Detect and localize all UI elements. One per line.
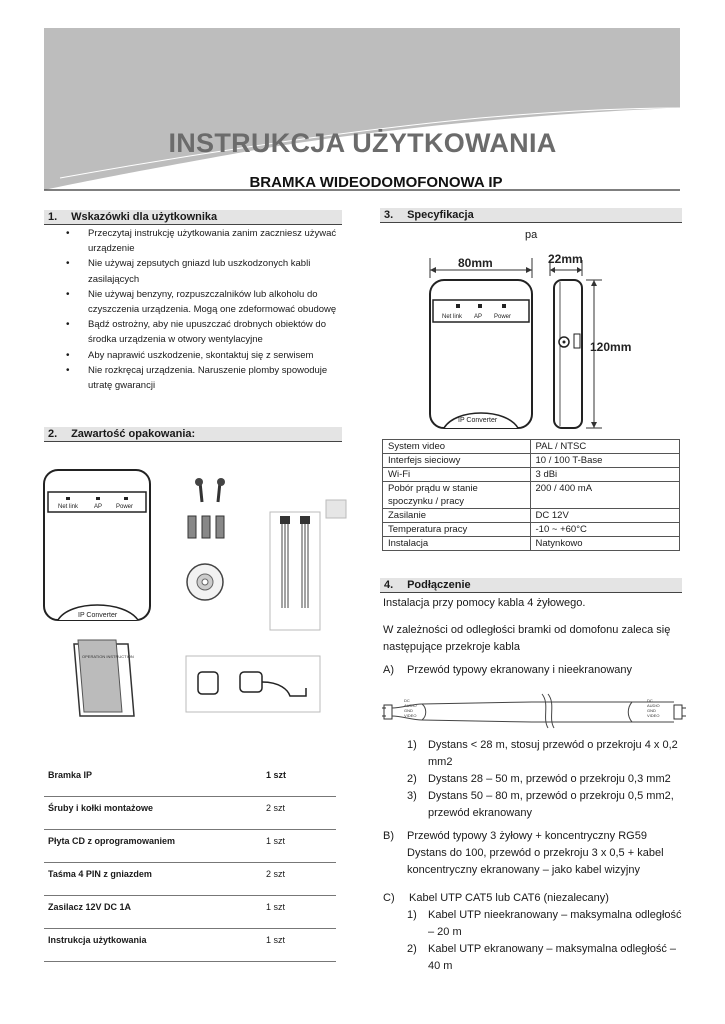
option-c-text: Kabel UTP CAT5 lub CAT6 (niezalecany) [409,892,609,904]
spec-name: Interfejs sieciowy [383,454,531,468]
cable-diagram [382,690,686,730]
cable-label-gnd: GND [404,708,413,713]
package-item-name: Zasilacz 12V DC 1A [44,896,262,929]
depth-dimension: 22mm [548,252,583,266]
table-row [383,509,680,523]
gray-box [326,500,346,518]
spec-value: PAL / NTSC [530,440,679,454]
list-text: Dystans 28 – 50 m, przewód o przekroju 0,3 mm2 [428,773,671,785]
list-item [383,907,683,941]
spec-name: Zasilanie [383,509,531,523]
table-row [383,482,680,509]
table-row [383,523,680,537]
cable-label-audio: AUDIO [404,703,417,708]
list-item: • Bądź ostrożny, aby nie upuszczać drobnych obiektów do środka urządzenia w otwory wentylacyjne [44,317,344,347]
list-number: 2) [407,773,417,785]
table-row [44,797,336,830]
section-3-heading [380,208,682,223]
section-4-title: Podłączenie [407,579,471,591]
list-text: Dystans < 28 m, stosuj przewód o przekroju 4 x 0,2 mm2 [428,739,678,768]
list-number: 1) [407,909,417,921]
power-adapter-image [186,656,320,712]
table-row [383,454,680,468]
side-view-device [548,252,631,428]
package-item-qty: 1 szt [262,896,336,929]
option-b-text: Przewód typowy 3 żyłowy + koncentryczny RG59 [407,830,647,842]
device-label-net-link: Net link [58,504,79,510]
section-2-title: Zawartość opakowania: [71,428,196,440]
wall-plugs-image [188,516,224,538]
package-item-qty: 2 szt [262,797,336,830]
table-row [383,440,680,454]
connection-description: W zależności od odległości bramki od domofonu zaleca się następujące przekroje kabla [383,624,671,653]
package-item-name: Taśma 4 PIN z gniazdem [44,863,262,896]
package-item-name: Śruby i kołki montażowe [44,797,262,830]
list-item: • Nie używaj benzyny, rozpuszczalników lub alkoholu do czyszczenia urządzenia. Mogą one zdeformować obudowę [44,287,344,317]
width-dimension: 80mm [458,256,493,270]
spec-value: 10 / 100 T-Base [530,454,679,468]
list-text: Kabel UTP ekranowany – maksymalna odległość – 40 m [428,943,677,972]
package-item-qty: 1 szt [262,764,336,797]
table-row [44,764,336,797]
package-contents-illustration [30,460,350,730]
list-item [383,771,683,788]
option-a-list [383,737,683,822]
option-c [383,890,683,907]
left-connector [382,698,417,719]
manual-booklet-image [74,640,134,716]
list-item: • Aby naprawić uszkodzenie, skontaktuj się z serwisem [44,348,344,363]
section-3-number: 3. [384,209,394,221]
table-row [44,896,336,929]
spec-value: 3 dBi [530,468,679,482]
table-row [383,537,680,551]
user-tips-list [44,226,344,393]
spec-value: 200 / 400 mA [530,482,679,509]
package-item-qty: 2 szt [262,863,336,896]
device-label-ap: AP [94,504,103,510]
front-view-device [430,256,532,428]
option-b-label: B) [383,830,394,842]
option-c-label: C) [383,892,395,904]
device-name-label: IP Converter [458,417,498,424]
section-1-number: 1. [48,211,58,223]
list-number: 3) [407,790,417,802]
section-3-title: Specyfikacja [407,209,474,221]
connection-intro: Instalacja przy pomocy kabla 4 żyłowego. [383,597,586,609]
cable-label-audio: AUDIO [647,703,660,708]
device-label-power: Power [494,314,512,320]
spec-table [382,439,680,551]
section-4-number: 4. [384,579,394,591]
list-item: • Przeczytaj instrukcję użytkowania zanim zaczniesz używać urządzenie [44,226,344,256]
list-text: Kabel UTP nieekranowany – maksymalna odległość – 20 m [428,909,682,938]
cable-label-gnd: GND [647,708,656,713]
list-number: 1) [407,739,417,751]
list-item [383,737,683,771]
spec-value: -10 ~ +60°C [530,523,679,537]
spec-name: Instalacja [383,537,531,551]
cable-label-dc: DC [404,698,410,703]
spec-name: Wi-Fi [383,468,531,482]
package-item-name: Bramka IP [44,764,262,797]
list-item [383,788,683,822]
mounting-screws-image [195,478,225,502]
spec-name: Temperatura pracy [383,523,531,537]
list-item: • Nie rozkręcaj urządzenia. Naruszenie plomby spowoduje utratę gwarancji [44,363,344,393]
table-row [44,863,336,896]
ip-converter-device-image [44,470,150,620]
stray-text: pa [525,229,538,241]
table-row [44,929,336,962]
device-label-net-link: Net link [442,314,463,320]
package-item-qty: 1 szt [262,929,336,962]
cable-label-dc: DC [647,698,653,703]
page-title: INSTRUKCJA UŻYTKOWANIA [168,128,557,158]
dimensions-diagram [420,246,650,436]
option-a-label: A) [383,664,394,676]
spec-name: System video [383,440,531,454]
section-2-heading [44,427,342,442]
spec-value: DC 12V [530,509,679,523]
package-item-name: Płyta CD z oprogramowaniem [44,830,262,863]
section-1-heading [44,210,342,225]
list-text: Dystans 50 – 80 m, przewód o przekroju 0,5 mm2, przewód ekranowany [428,790,674,819]
package-contents-table [44,764,336,962]
list-number: 2) [407,943,417,955]
option-c-list [383,907,683,975]
manual-caption: OPERATION INSTRUCTION [82,654,134,659]
header-banner [0,0,725,200]
list-item: • Nie używaj zepsutych gniazd lub uszkodzonych kabli zasilających [44,256,344,286]
package-item-name: Instrukcja użytkowania [44,929,262,962]
section-1-title: Wskazówki dla użytkownika [71,211,218,223]
option-a-text: Przewód typowy ekranowany i nieekranowany [407,664,633,676]
section-2-number: 2. [48,428,58,440]
4pin-cable-image [270,512,320,630]
page-subtitle: BRAMKA WIDEODOMOFONOWA IP [249,174,503,191]
device-label-power: Power [116,504,134,510]
option-b-detail: Dystans do 100, przewód o przekroju 3 x 0,5 + kabel koncentryczny ekranowany – jako kabel wizyjny [407,847,664,876]
table-row [383,468,680,482]
cable-label-video: VIDEO [647,713,660,718]
spec-value: Natynkowo [530,537,679,551]
device-label-ap: AP [474,314,483,320]
list-item [383,941,683,975]
height-dimension: 120mm [590,340,632,354]
right-connector [647,698,686,719]
package-item-qty: 1 szt [262,830,336,863]
option-a [383,662,683,679]
table-row [44,830,336,863]
section-4-heading [380,578,682,593]
spec-name: Pobór prądu w stanie spoczynku / pracy [383,482,531,509]
device-name-label: IP Converter [78,612,118,619]
cable-label-video: VIDEO [404,713,417,718]
cd-disc-image [187,564,223,600]
option-b [383,828,683,879]
